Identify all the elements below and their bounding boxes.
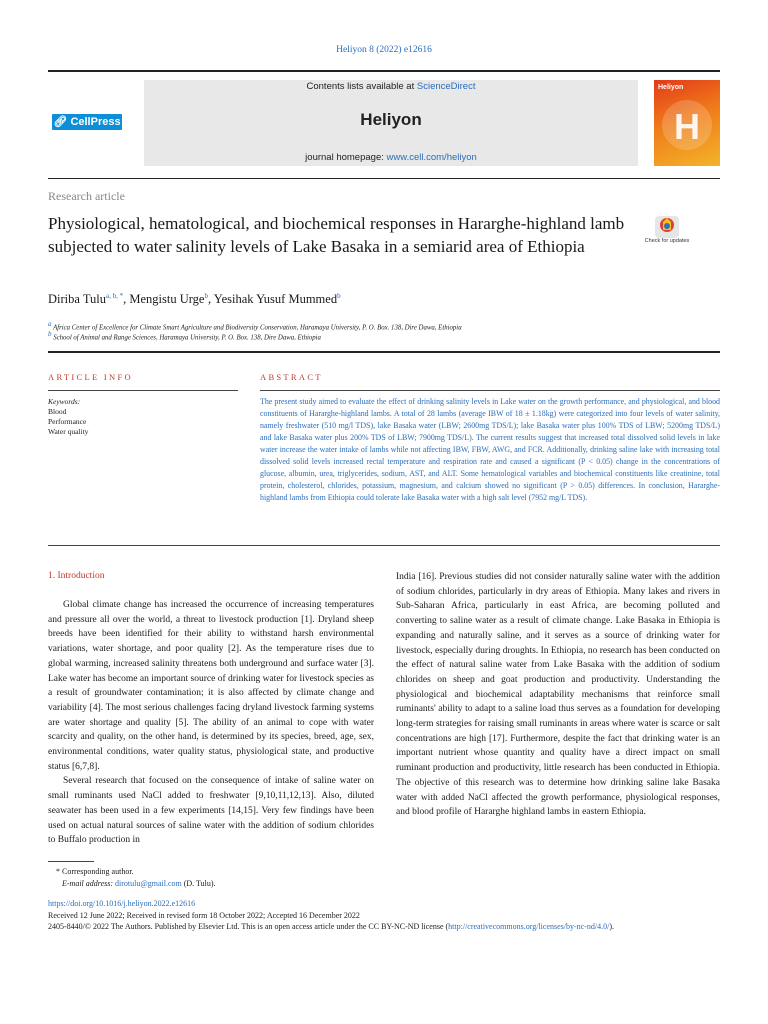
- author-affiliation-marker[interactable]: a, b, *: [106, 292, 124, 300]
- author-affiliation-marker[interactable]: b: [337, 292, 341, 300]
- paragraph: India [16]. Previous studies did not consider naturally saline water with the addition of sodium chlorides, particularly in dry areas of Ethiopia. Many lakes and rivers in Sub-Saharan Africa, particularly in east Africa, are becoming polluted and converting to saline water as a result of climate change. Lake Basaka in Ethiopia is expanding and naturally saline, and it serves as a source of drinking water for livestock, especially during droughts. In Ethiopia, no research has been conducted on the effect of natural saline water from Lake Basaka with the addition of sodium chlorides on sheep and goat production and productivity. Understanding the physiological and biochemical adaptability mechanisms that reinforce small ruminants' ability to adapt to a saline load thus serves as a foundation for developing long-term strategies for raising small ruminants in areas where water is scarce or salt concentrations are high [17]. Furthermore, despite the fact that drinking water is an important nutrient whose quantity and quality have a direct impact on small ruminant production and productivity, little research has been conducted in Ethiopia. The objective of this research was to determine how drinking saline lake Basaka water with added NaCl affected the growth performance, physiological responses, and blood profile of Hararghe highland lambs in eastern Ethiopia.: [396, 572, 720, 818]
- keywords-label: Keywords:: [48, 397, 81, 406]
- cover-title: Heliyon: [658, 84, 684, 91]
- keywords-block: [48, 397, 88, 437]
- author-name[interactable]: Mengistu Urge: [129, 292, 205, 307]
- author-list: Diriba Tulu$^{a, b, *}$, Mengistu Urge$^b$, Yesihak Yusuf Mummed$^b$: [48, 292, 341, 307]
- paragraph: Global climate change has increased the occurrence of increasing temperatures and pressure all over the world, a threat to livestock production [1]. Dryland sheep breeds have been identified for their ability to withstand harsh environmental variations, water shortage, and poor quality [2]. As the temperature rises due to global warming, increased salinity threatens both underground and surface water [3]. Lake water has become an important source of drinking water for livestock species as a result of groundwater contamination; it is also affected by climate change and variability [4]. The most serious challenges facing dryland livestock farming systems are water shortage and quality [5]. The ability of an animal to cope with water scarcity and quality, on the other hand, is determined by its species, breed, age, sex, environmental conditions, water quality status, physiological state, and productive status [6,7,8].: [48, 600, 374, 772]
- abstract-bottom-rule: [48, 545, 720, 546]
- crossmark-icon[interactable]: [646, 214, 688, 256]
- contents-line: Contents lists available at ScienceDirect: [306, 81, 476, 92]
- journal-cover[interactable]: [654, 80, 720, 166]
- article-title: Physiological, hematological, and biochemical responses in Hararghe-highland lamb subjected to water salinity levels of Lake Basaka in a semiarid area of Ethiopia: [48, 214, 625, 256]
- author-name[interactable]: Yesihak Yusuf Mummed: [213, 292, 338, 307]
- footnote: * Corresponding author. E-mail address: dirotulu@gmail.com (D. Tulu).: [56, 867, 216, 888]
- header-rule-bottom: [48, 178, 720, 179]
- paragraph: Several research that focused on the consequence of intake of saline water on small ruminants used NaCl added to freshwater [9,10,11,12,13]. Also, diluted seawater has been used in a few experiments [14,15]. Very few findings have been used on actual natural sources of saline water with the addition of sodium chlorides to Buffalo production in: [48, 776, 374, 846]
- article-type: Research article: [48, 189, 125, 203]
- introduction-left-column: [48, 598, 374, 848]
- homepage-line: journal homepage: www.cell.com/heliyon: [305, 152, 477, 163]
- author-affiliation-marker[interactable]: b: [204, 292, 208, 300]
- journal-reference[interactable]: Heliyon 8 (2022) e12616: [336, 45, 432, 55]
- license-link[interactable]: http://creativecommons.org/licenses/by-nc-nd/4.0/: [448, 922, 610, 931]
- affiliation: $^b$ School of Animal and Range Sciences, Haramaya University, P. O. Box. 138, Dire Dawa, Ethiopia: [48, 330, 321, 342]
- abstract-rule: [260, 390, 720, 391]
- received-dates: Received 12 June 2022; Received in revised form 18 October 2022; Accepted 16 December 2022: [48, 910, 360, 920]
- journal-title: Heliyon: [360, 110, 422, 129]
- keyword: Blood: [48, 407, 67, 416]
- section-rule: [48, 351, 720, 353]
- abstract-heading: ABSTRACT: [260, 372, 323, 382]
- author-email-link[interactable]: dirotulu@gmail.com: [115, 879, 182, 888]
- keyword: Performance: [48, 417, 87, 426]
- doi-link[interactable]: https://doi.org/10.1016/j.heliyon.2022.e12616: [48, 899, 196, 908]
- abstract-text: The present study aimed to evaluate the effect of drinking salinity levels in Lake water on the growth performance, and physiological, and blood constituents of Hararghe-highland lambs. A total of 28 lambs (average IBW of 18 ± 1.18kg) were categorized into four levels of water salinity, namely freshwater (510 mg/l TDS), lake Basaka water (LBW; 2600mg TDS/L); lake Basaka water plus 100% TDS of LBW; 5200mg TDS/L) and lake Basaka water plus 200% TDS of LBW; 7900mg TDS/L). The current results suggest that increased total dissolved solid levels in lake water increase the water intake of lambs while not affecting IBW, FBW, AWG, and FCR. Additionally, drinking saline lake with increasing total dissolved solid levels increased rectal temperature and respiration rate and caused a significant (P < 0.05) change in the concentrations of glucose, albumin, urea, triglycerides, sodium, AST, and ALT. Some hematological variables and biochemical constituents like creatinine, total protein, cholesterol, chlorides, potassium, magnesium, and calcium showed no significant (P > 0.05) differences. In conclusion, Hararghe-highland lambs from Ethiopia could tolerate lake Basaka water with a high salt level (7952 mg/L TDS).: [260, 397, 720, 502]
- license-statement: 2405-8440/© 2022 The Authors. Published by Elsevier Ltd. This is an open access article under the CC BY-NC-ND license (http://creativecommons.org/licenses/by-nc-nd/4.0/).: [48, 922, 614, 931]
- journal-homepage-link[interactable]: www.cell.com/heliyon: [386, 152, 477, 163]
- introduction-right-column: [396, 570, 720, 820]
- cellpress-logo[interactable]: 🔗︎ CellPress: [53, 116, 121, 128]
- cover-letter: H: [674, 106, 700, 147]
- sciencedirect-link[interactable]: ScienceDirect: [416, 81, 476, 92]
- publication-info: [48, 898, 720, 933]
- keyword: Water quality: [48, 427, 89, 436]
- cellpress-logo-text: CellPress: [70, 116, 121, 128]
- article-info-rule: [48, 390, 238, 391]
- author-name[interactable]: Diriba Tulu: [48, 292, 107, 307]
- header-rule: [48, 70, 720, 72]
- article-info-heading: ARTICLE INFO: [48, 372, 133, 382]
- introduction-heading: 1. Introduction: [48, 571, 105, 581]
- crossmark-label: Check for updates: [644, 238, 690, 244]
- affiliation: $^a$ Africa Center of Excellence for Climate Smart Agriculture and Biodiversity Conservation, Haramaya University, P. O. Box. 138, Dire Dawa, Ethiopia: [48, 320, 462, 332]
- footnote-rule: [48, 861, 94, 862]
